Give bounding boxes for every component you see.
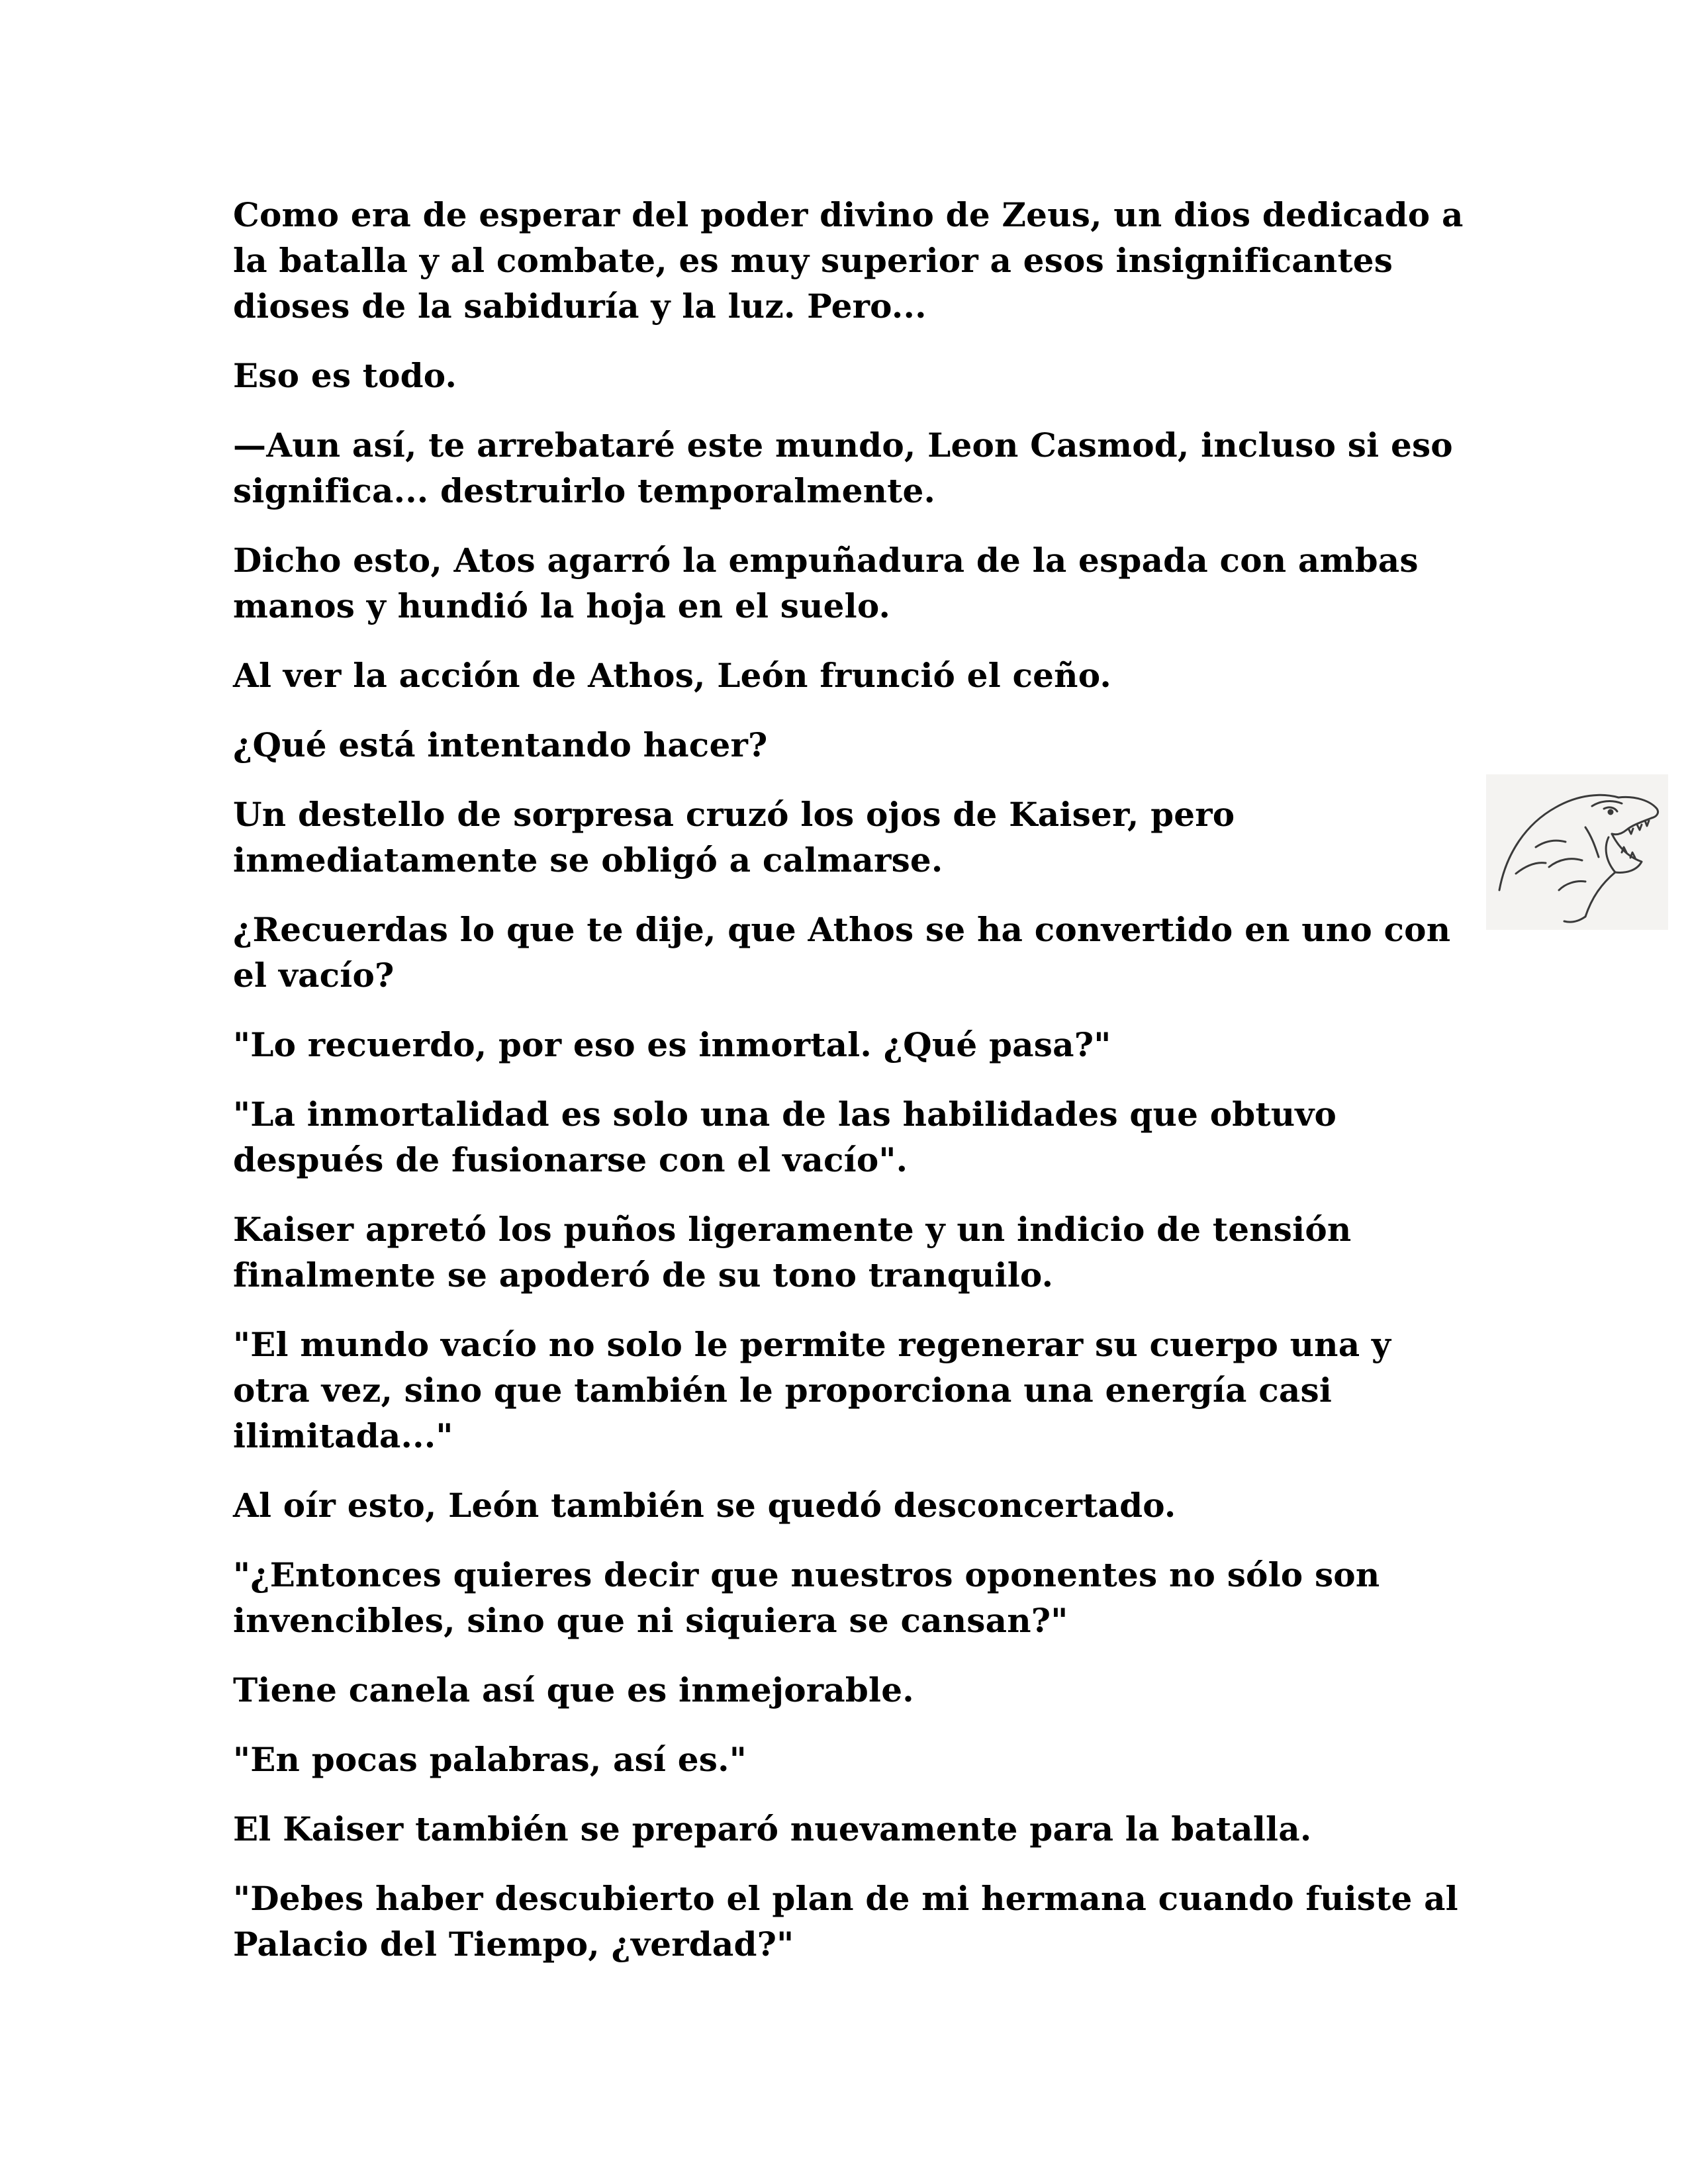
paragraph: "Lo recuerdo, por eso es inmortal. ¿Qué pasa?"	[233, 1025, 1111, 1064]
paragraph: "Debes haber descubierto el plan de mi hermana cuando fuiste al Palacio del Tiempo, ¿verdad?"	[233, 1879, 1458, 1964]
paragraph: Al ver la acción de Athos, León frunció el ceño.	[233, 656, 1111, 695]
paragraph: "En pocas palabras, así es."	[233, 1740, 747, 1779]
paragraph: Un destello de sorpresa cruzó los ojos de Kaiser, pero inmediatamente se obligó a calmarse.	[233, 795, 1235, 880]
paragraph: "El mundo vacío no solo le permite regenerar su cuerpo una y otra vez, sino que también le proporciona una energía casi ilimitada..."	[233, 1325, 1391, 1455]
paragraph: ¿Qué está intentando hacer?	[233, 725, 768, 764]
paragraph: Kaiser apretó los puños ligeramente y un indicio de tensión finalmente se apoderó de su tono tranquilo.	[233, 1210, 1352, 1295]
paragraph: —Aun así, te arrebataré este mundo, Leon Casmod, incluso si eso significa... destruirlo temporalmente.	[233, 426, 1453, 510]
paragraph: El Kaiser también se preparó nuevamente para la batalla.	[233, 1809, 1312, 1848]
paragraph: "¿Entonces quieres decir que nuestros oponentes no sólo son invencibles, sino que ni siquiera se cansan?"	[233, 1555, 1380, 1640]
dinosaur-head-icon	[1486, 774, 1668, 930]
paragraph: Tiene canela así que es inmejorable.	[233, 1670, 914, 1709]
paragraph: Como era de esperar del poder divino de Zeus, un dios dedicado a la batalla y al combate, es muy superior a esos insignificantes dioses de la sabiduría y la luz. Pero...	[233, 195, 1464, 326]
paragraph: "La inmortalidad es solo una de las habilidades que obtuvo después de fusionarse con el vacío".	[233, 1095, 1337, 1179]
text-body	[233, 192, 1464, 1991]
paragraph: ¿Recuerdas lo que te dije, que Athos se ha convertido en uno con el vacío?	[233, 910, 1451, 995]
paragraph: Eso es todo.	[233, 356, 457, 395]
paragraph: Al oír esto, León también se quedó desconcertado.	[233, 1486, 1176, 1525]
paragraph: Dicho esto, Atos agarró la empuñadura de la espada con ambas manos y hundió la hoja en el suelo.	[233, 541, 1419, 625]
